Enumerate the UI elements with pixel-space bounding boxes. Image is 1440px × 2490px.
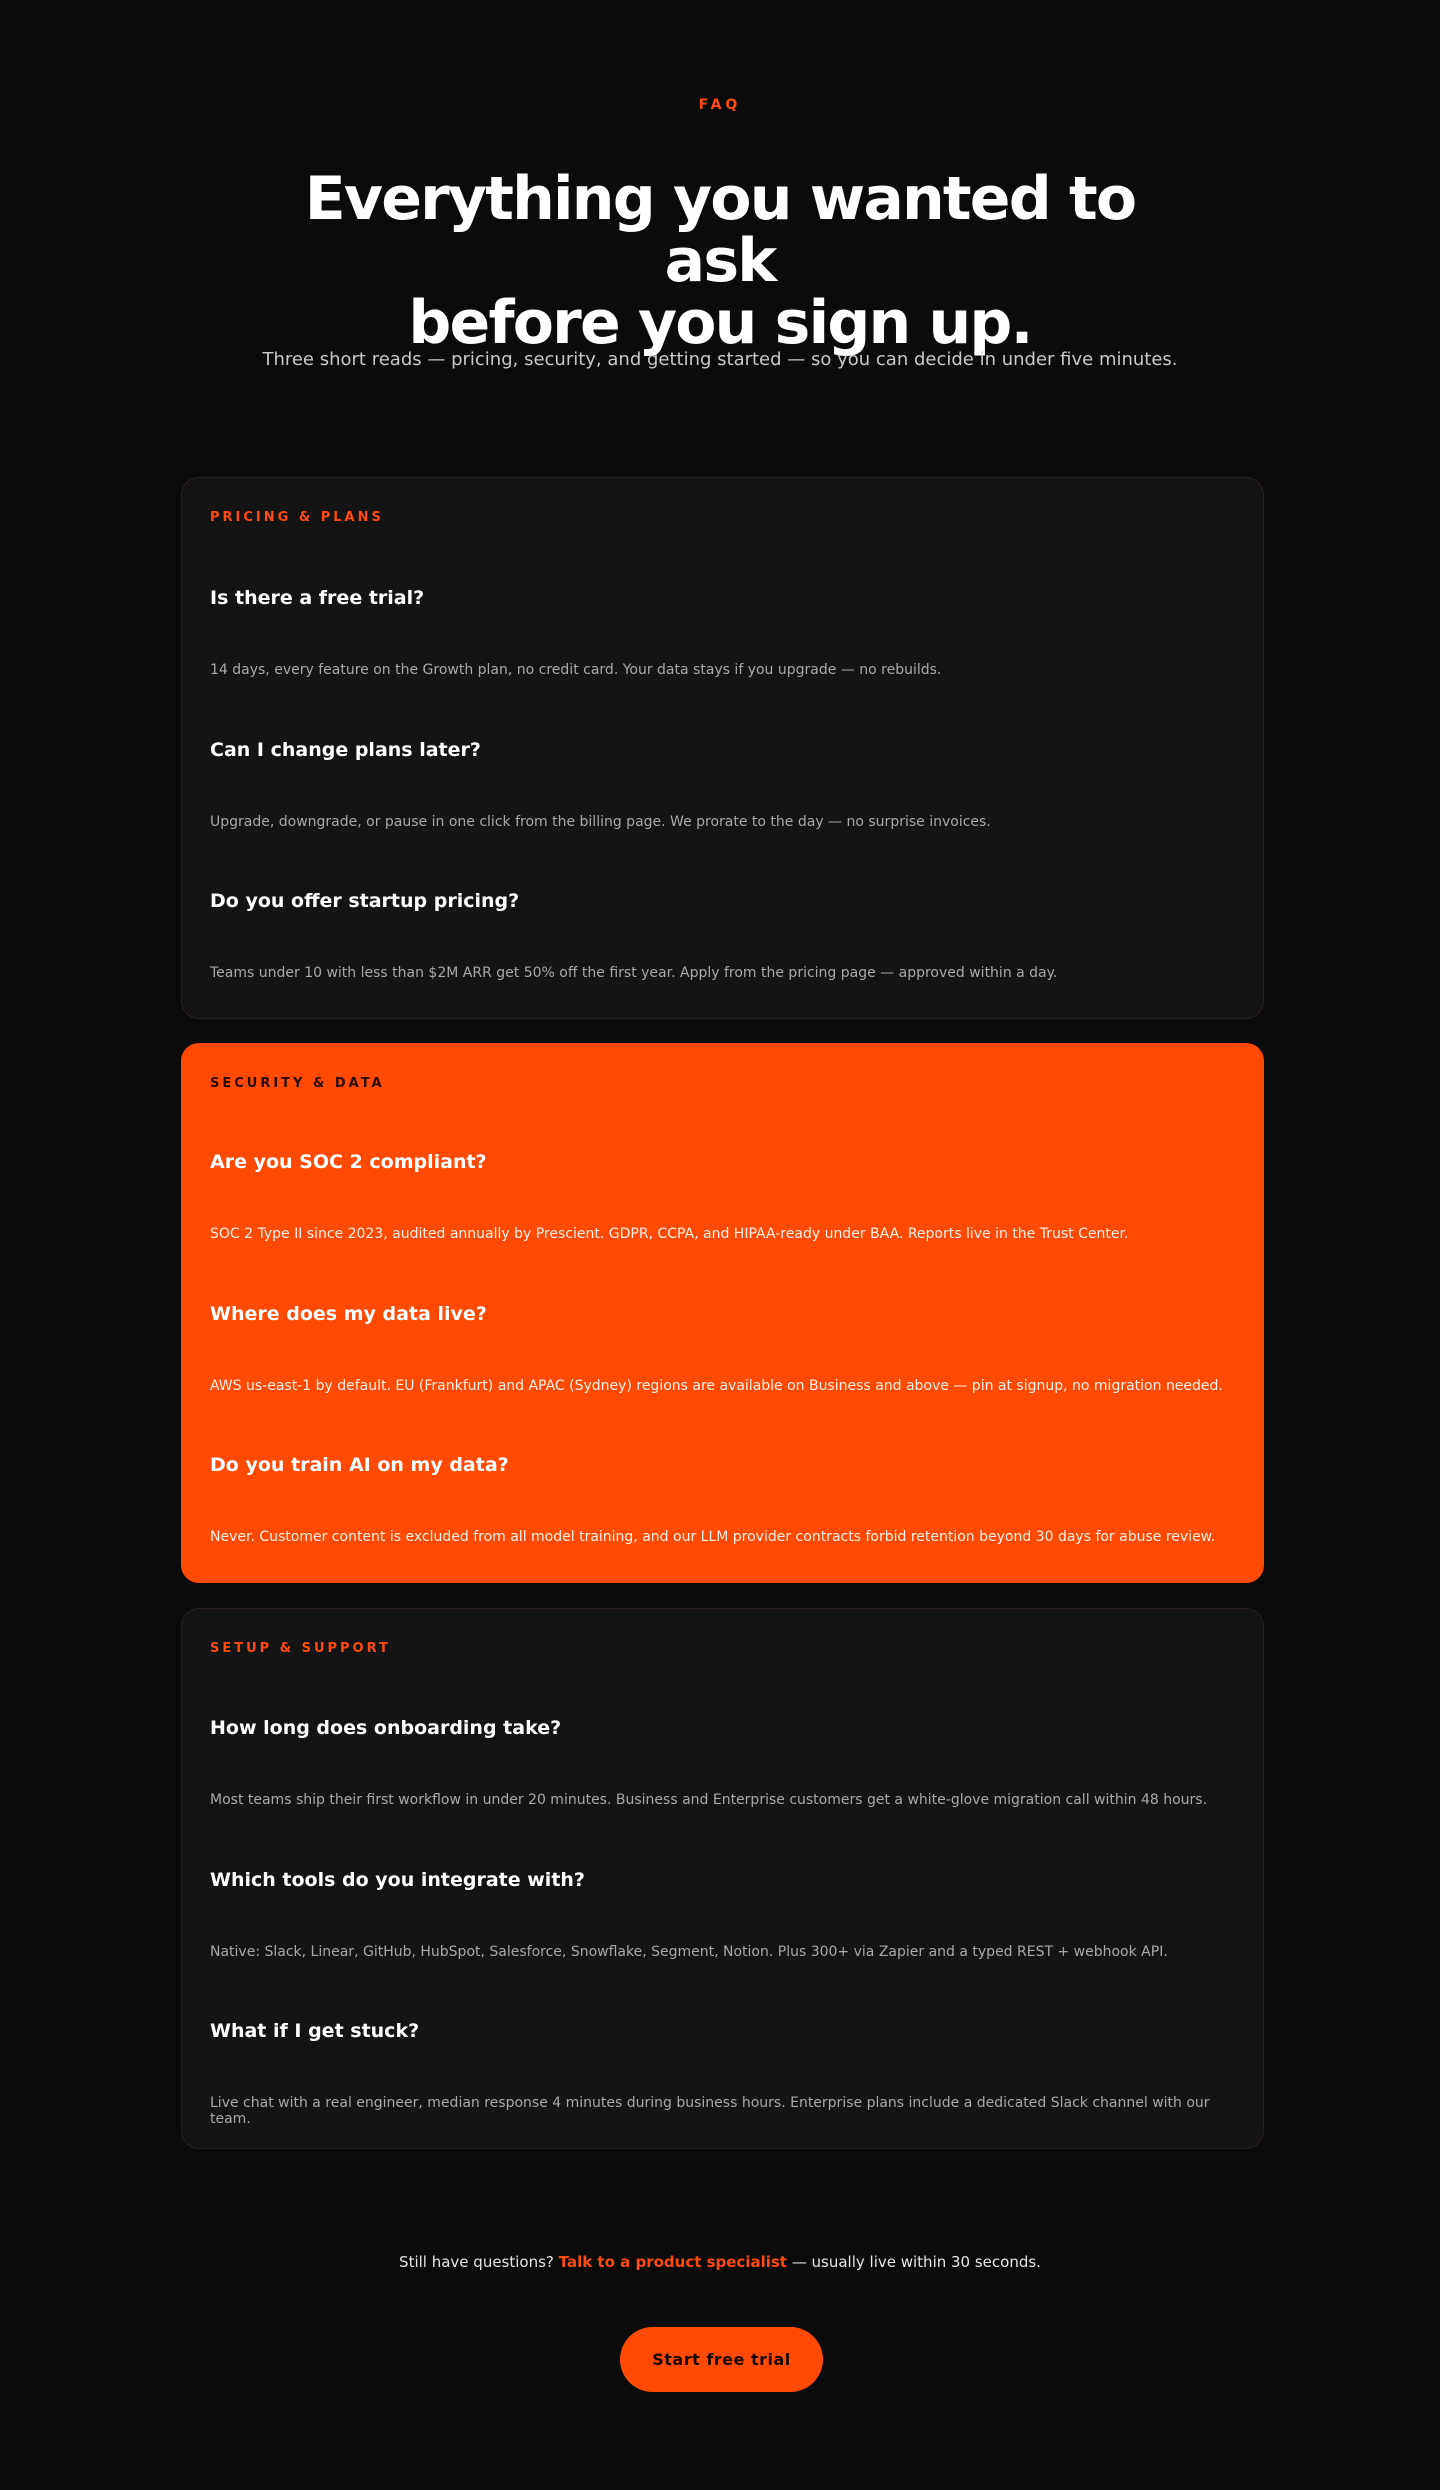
faq-card-security	[181, 1043, 1264, 1583]
faq-question[interactable]: Do you offer startup pricing?	[210, 890, 520, 912]
page-subtitle: Three short reads — pricing, security, and getting started — so you can decide in under five minutes.	[262, 349, 1178, 370]
faq-question[interactable]: Which tools do you integrate with?	[210, 1869, 585, 1891]
faq-card-label: PRICING & PLANS	[210, 510, 384, 525]
faq-answer: Native: Slack, Linear, GitHub, HubSpot, Salesforce, Snowflake, Segment, Notion. Plus 300+ via Zapier and a typed REST + webhook API.	[210, 1944, 1168, 1960]
contact-note	[0, 2253, 1440, 2271]
page-title-line-2: before you sign up.	[408, 288, 1032, 358]
faq-card-pricing	[181, 477, 1264, 1019]
faq-answer: SOC 2 Type II since 2023, audited annually by Prescient. GDPR, CCPA, and HIPAA-ready under BAA. Reports live in the Trust Center.	[210, 1226, 1129, 1242]
contact-note-suffix: — usually live within 30 seconds.	[791, 2253, 1041, 2271]
page-title-line-1: Everything you wanted to ask	[304, 164, 1136, 296]
page-title	[270, 164, 1170, 358]
start-free-trial-button[interactable]: Start free trial	[620, 2327, 823, 2392]
faq-answer: 14 days, every feature on the Growth plan, no credit card. Your data stays if you upgrade — no rebuilds.	[210, 662, 942, 678]
faq-question[interactable]: Is there a free trial?	[210, 587, 425, 609]
faq-answer: AWS us-east-1 by default. EU (Frankfurt) and APAC (Sydney) regions are available on Business and above — pin at signup, no migration needed.	[210, 1378, 1223, 1394]
faq-question[interactable]: Do you train AI on my data?	[210, 1454, 509, 1476]
faq-question[interactable]: Where does my data live?	[210, 1303, 487, 1325]
faq-answer: Teams under 10 with less than $2M ARR get 50% off the first year. Apply from the pricing page — approved within a day.	[210, 965, 1058, 981]
faq-question[interactable]: Can I change plans later?	[210, 739, 481, 761]
faq-card-label: SECURITY & DATA	[210, 1076, 385, 1091]
faq-question[interactable]: How long does onboarding take?	[210, 1717, 562, 1739]
section-eyebrow: FAQ	[698, 97, 742, 113]
faq-answer: Most teams ship their first workflow in under 20 minutes. Business and Enterprise customers get a white-glove migration call within 48 hours.	[210, 1792, 1208, 1808]
contact-note-prefix: Still have questions?	[399, 2253, 554, 2271]
faq-question[interactable]: Are you SOC 2 compliant?	[210, 1151, 487, 1173]
faq-answer: Upgrade, downgrade, or pause in one click from the billing page. We prorate to the day — no surprise invoices.	[210, 814, 991, 830]
faq-answer: Live chat with a real engineer, median response 4 minutes during business hours. Enterprise plans include a dedicated Slack channel with our team.	[210, 2095, 1210, 2127]
faq-question[interactable]: What if I get stuck?	[210, 2020, 420, 2042]
faq-card-setup	[181, 1608, 1264, 2149]
faq-card-label: SETUP & SUPPORT	[210, 1641, 391, 1656]
faq-answer: Never. Customer content is excluded from all model training, and our LLM provider contracts forbid retention beyond 30 days for abuse review.	[210, 1529, 1216, 1545]
talk-to-specialist-link[interactable]: Talk to a product specialist	[558, 2253, 787, 2271]
